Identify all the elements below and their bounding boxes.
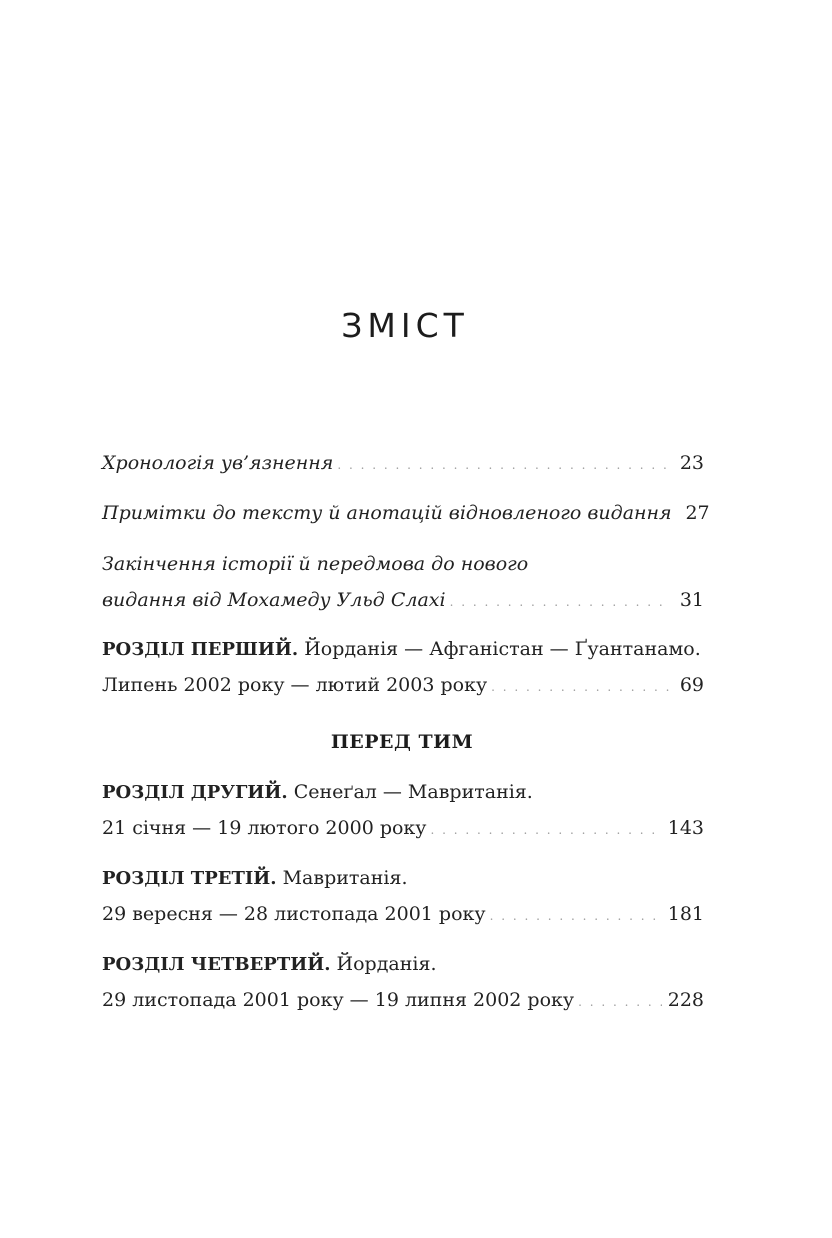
chapter-places: Йорданія — Афганістан — Ґуантанамо. [298,638,701,660]
chapter-label: РОЗДІЛ ПЕРШИЙ. [102,639,299,660]
toc-entry-chronology [102,452,704,482]
chapter-label: РОЗДІЛ ЧЕТВЕРТИЙ. [102,954,331,975]
dot-leader [491,680,670,694]
section-heading: ПЕРЕД ТИМ [330,731,474,753]
toc-entry-text: Примітки до тексту й анотацій відновленого видання [102,502,672,524]
chapter-dates: 29 вересня — 28 листопада 2001 року [102,903,486,925]
dot-leader [430,823,661,837]
chapter-places: Йорданія. [330,953,437,975]
toc-chapter-heading [102,781,533,803]
page-number: 143 [667,817,704,839]
toc-chapter-heading [102,953,437,975]
chapter-label: РОЗДІЛ ДРУГИЙ. [102,782,288,803]
chapter-label: РОЗДІЛ ТРЕТІЙ. [102,868,277,889]
toc-entry-afterword-line2 [102,589,704,619]
toc-chapter-two-line2 [102,817,704,847]
page-number: 228 [667,989,704,1011]
toc-chapter-four-line1 [102,953,704,983]
toc-chapter-three-line2 [102,903,704,933]
toc-chapter-three-line1 [102,867,704,897]
page-number: 27 [685,502,710,524]
toc-chapter-two-line1 [102,781,704,811]
dot-leader [578,995,662,1009]
page-number: 181 [667,903,704,925]
page-title: ЗМІСТ [341,306,469,345]
toc-entry-afterword-line1 [102,553,704,583]
chapter-places: Сенеґал — Мавританія. [287,781,533,803]
toc-entry-text: Хронологія ув’язнення [102,452,334,474]
toc-entry-notes [102,502,710,532]
dot-leader [337,458,670,472]
chapter-places: Мавританія. [276,867,408,889]
toc-entry-text: Закінчення історії й передмова до нового [102,553,529,575]
dot-leader [450,595,670,609]
toc-chapter-four-line2 [102,989,704,1019]
page-number: 69 [679,674,704,696]
chapter-dates: 21 січня — 19 лютого 2000 року [102,817,427,839]
toc-chapter-one-line1 [102,638,704,668]
toc-entry-text: видання від Мохамеду Ульд Слахі [102,589,446,611]
toc-chapter-one-line2 [102,674,704,704]
chapter-dates: 29 листопада 2001 року — 19 липня 2002 року [102,989,575,1011]
chapter-dates: Липень 2002 року — лютий 2003 року [102,674,488,696]
toc-chapter-heading [102,867,408,889]
page-number: 31 [679,589,704,611]
dot-leader [490,909,662,923]
toc-chapter-heading [102,638,701,660]
page-number: 23 [679,452,704,474]
